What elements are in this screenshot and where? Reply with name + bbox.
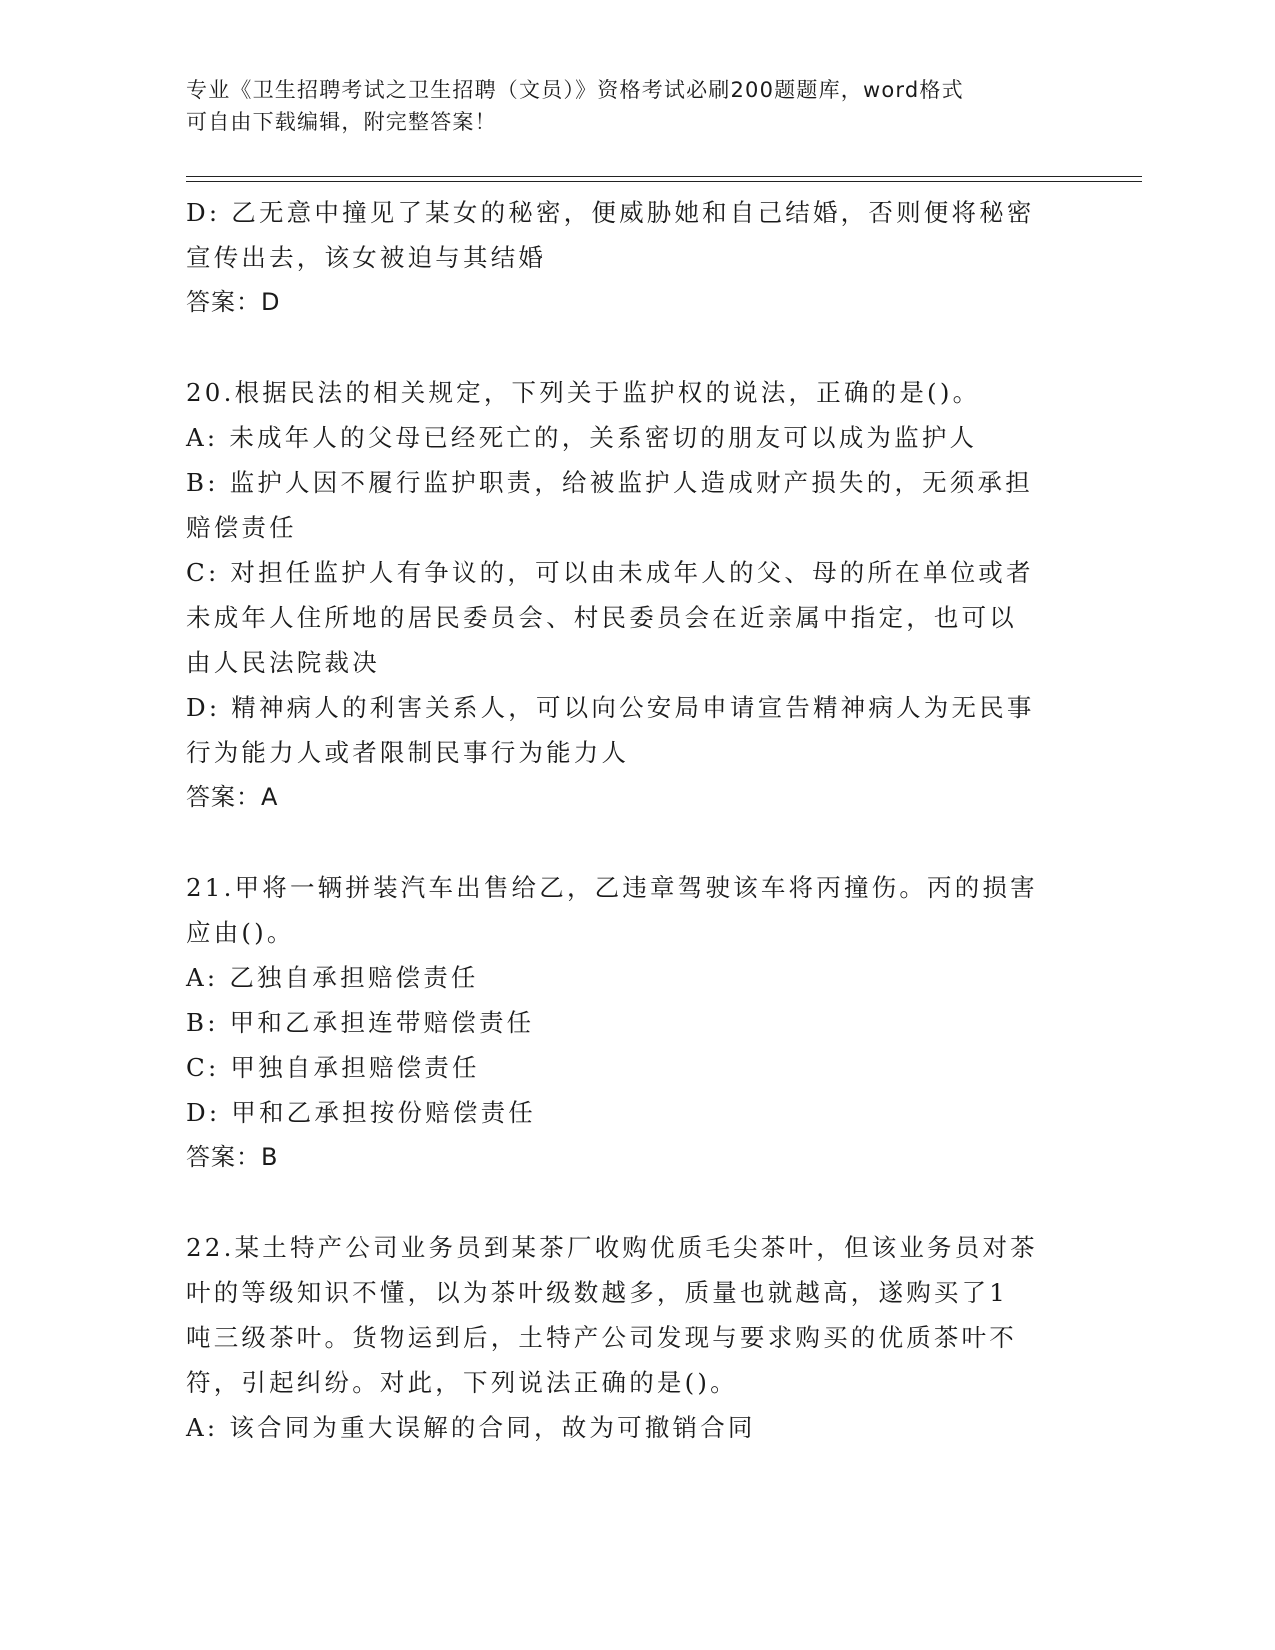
previous-question-tail	[186, 190, 1066, 325]
question-20	[186, 370, 1066, 820]
spacer	[186, 1180, 1066, 1225]
header-line-1: 专业《卫生招聘考试之卫生招聘（文员）》资格考试必刷200题题库，word格式	[186, 78, 964, 102]
option-d: D: 乙无意中撞见了某女的秘密，便威胁她和自己结婚，否则便将秘密	[186, 198, 1035, 227]
header-line-2: 可自由下载编辑，附完整答案！	[186, 110, 497, 134]
option-b: B: 甲和乙承担连带赔偿责任	[186, 1008, 535, 1037]
document-body	[186, 190, 1066, 1450]
option-b-continued: 赔偿责任	[186, 513, 297, 542]
spacer	[186, 325, 1066, 370]
question-21	[186, 865, 1066, 1180]
option-d-continued: 行为能力人或者限制民事行为能力人	[186, 738, 630, 767]
option-a: A: 乙独自承担赔偿责任	[186, 963, 479, 992]
option-d-continued: 宣传出去，该女被迫与其结婚	[186, 243, 547, 272]
question-stem-continued: 应由()。	[186, 918, 295, 947]
answer-line: 答案：B	[186, 1143, 279, 1171]
option-b: B: 监护人因不履行监护职责，给被监护人造成财产损失的，无须承担	[186, 468, 1033, 497]
question-stem-continued: 叶的等级知识不懂，以为茶叶级数越多，质量也就越高，遂购买了1	[186, 1278, 1009, 1307]
header-rule-top	[186, 176, 1142, 177]
option-a: A: 未成年人的父母已经死亡的，关系密切的朋友可以成为监护人	[186, 423, 978, 452]
option-d: D: 甲和乙承担按份赔偿责任	[186, 1098, 536, 1127]
option-c: C: 甲独自承担赔偿责任	[186, 1053, 480, 1082]
answer-line: 答案：A	[186, 783, 279, 811]
question-stem: 20.根据民法的相关规定，下列关于监护权的说法，正确的是()。	[186, 378, 981, 407]
header-rule-bottom	[186, 181, 1142, 182]
document-header	[186, 74, 1066, 138]
question-stem-continued-3: 符，引起纠纷。对此，下列说法正确的是()。	[186, 1368, 738, 1397]
spacer	[186, 820, 1066, 865]
option-a: A: 该合同为重大误解的合同，故为可撤销合同	[186, 1413, 756, 1442]
question-stem: 21.甲将一辆拼装汽车出售给乙，乙违章驾驶该车将丙撞伤。丙的损害	[186, 873, 1038, 902]
option-c-continued-2: 由人民法院裁决	[186, 648, 380, 677]
option-c: C: 对担任监护人有争议的，可以由未成年人的父、母的所在单位或者	[186, 558, 1034, 587]
option-c-continued: 未成年人住所地的居民委员会、村民委员会在近亲属中指定，也可以	[186, 603, 1017, 632]
question-22	[186, 1225, 1066, 1450]
answer-line: 答案：D	[186, 288, 281, 316]
option-d: D: 精神病人的利害关系人，可以向公安局申请宣告精神病人为无民事	[186, 693, 1035, 722]
question-stem-continued-2: 吨三级茶叶。货物运到后，土特产公司发现与要求购买的优质茶叶不	[186, 1323, 1017, 1352]
question-stem: 22.某土特产公司业务员到某茶厂收购优质毛尖茶叶，但该业务员对茶	[186, 1233, 1038, 1262]
